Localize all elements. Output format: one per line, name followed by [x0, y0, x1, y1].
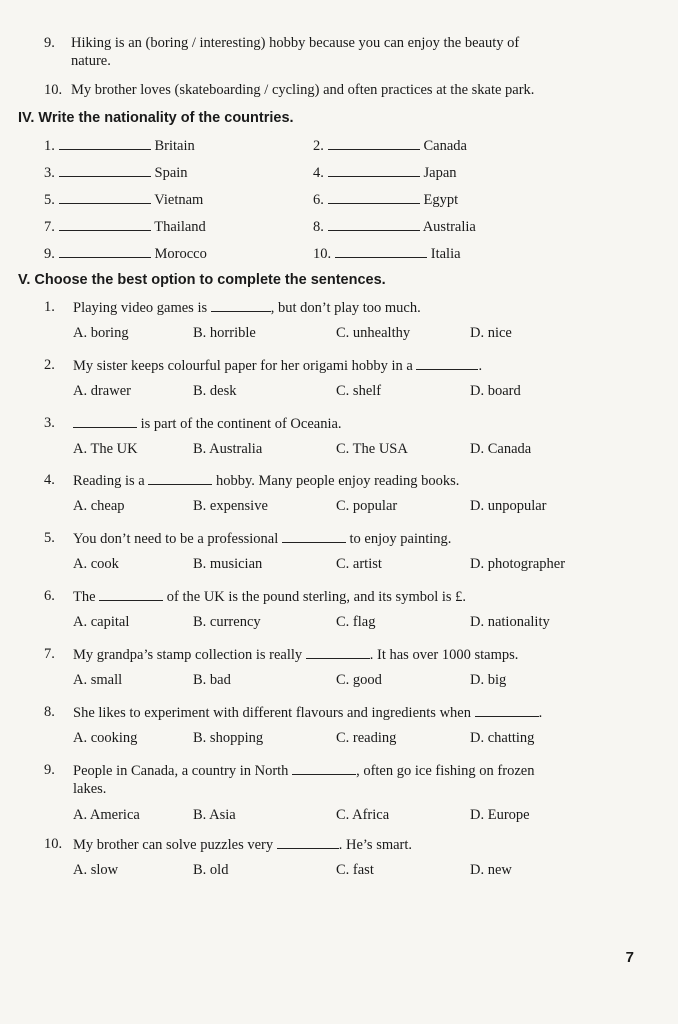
- question-text: [73, 761, 534, 798]
- country-name: Egypt: [423, 192, 459, 208]
- option-d[interactable]: D. nationality: [470, 614, 550, 630]
- option-b[interactable]: B. expensive: [193, 498, 268, 514]
- question-text-before: People in Canada, a country in North: [73, 763, 293, 779]
- question-text-before: Reading is a: [73, 473, 149, 489]
- question-text-before: My brother can solve puzzles very: [73, 837, 277, 853]
- option-c[interactable]: C. unhealthy: [336, 325, 411, 341]
- question-text: [71, 34, 641, 70]
- question-text: [73, 414, 342, 433]
- question-text: [73, 587, 466, 606]
- option-b[interactable]: B. horrible: [193, 325, 256, 341]
- answer-blank[interactable]: [59, 136, 151, 150]
- question-text: My brother loves (skateboarding / cycling) and often practices at the skate park.: [71, 82, 535, 98]
- question-text-before: Playing video games is: [73, 300, 211, 316]
- question-text-after: of the UK is the pound sterling, and its symbol is £.: [163, 589, 467, 605]
- answer-blank[interactable]: [282, 529, 346, 543]
- option-b[interactable]: B. currency: [193, 614, 261, 630]
- question-text-after: is part of the continent of Oceania.: [137, 416, 342, 432]
- nationality-item: [44, 217, 206, 236]
- question-text: [73, 645, 518, 664]
- option-b[interactable]: B. desk: [193, 383, 237, 399]
- nationality-item: [313, 244, 461, 263]
- option-c[interactable]: C. reading: [336, 730, 397, 746]
- option-a[interactable]: A. America: [73, 807, 140, 823]
- nationality-item: [44, 136, 195, 155]
- question-text-line: nature.: [71, 53, 111, 69]
- answer-blank[interactable]: [416, 356, 478, 370]
- question-text-after: hobby. Many people enjoy reading books.: [212, 473, 460, 489]
- question-text-before: You don’t need to be a professional: [73, 531, 282, 547]
- item-number: 3.: [44, 165, 55, 181]
- answer-blank[interactable]: [306, 645, 370, 659]
- question-number: 10.: [44, 82, 63, 98]
- question-number: 8.: [44, 704, 55, 720]
- page-number: 7: [625, 949, 634, 966]
- option-b[interactable]: B. old: [193, 862, 229, 878]
- option-b[interactable]: B. musician: [193, 556, 263, 572]
- option-d[interactable]: D. new: [470, 862, 512, 878]
- answer-blank[interactable]: [328, 190, 420, 204]
- option-c[interactable]: C. good: [336, 672, 382, 688]
- item-number: 5.: [44, 192, 55, 208]
- option-d[interactable]: D. nice: [470, 325, 512, 341]
- option-a[interactable]: A. slow: [73, 862, 119, 878]
- item-number: 2.: [313, 138, 324, 154]
- question-text-after: . It has over 1000 stamps.: [369, 647, 519, 663]
- option-a[interactable]: A. cook: [73, 556, 119, 572]
- answer-blank[interactable]: [277, 835, 339, 849]
- item-number: 4.: [313, 165, 324, 181]
- option-a[interactable]: A. cheap: [73, 498, 125, 514]
- option-c[interactable]: C. popular: [336, 498, 398, 514]
- option-a[interactable]: A. cooking: [73, 730, 138, 746]
- item-number: 10.: [313, 246, 332, 262]
- question-text: [73, 529, 451, 548]
- nationality-item: [44, 244, 207, 263]
- option-d[interactable]: D. Europe: [470, 807, 530, 823]
- question-text: [73, 356, 482, 375]
- country-name: Japan: [423, 165, 457, 181]
- question-number: 1.: [44, 299, 55, 315]
- question-text-line: Hiking is an (boring / interesting) hobby because you can enjoy the beauty of: [71, 35, 520, 51]
- option-b[interactable]: B. Australia: [193, 441, 263, 457]
- item-number: 9.: [44, 246, 55, 262]
- option-b[interactable]: B. bad: [193, 672, 231, 688]
- option-a[interactable]: A. The UK: [73, 441, 138, 457]
- question-text-after: .: [538, 705, 543, 721]
- option-c[interactable]: C. fast: [336, 862, 374, 878]
- question-text-before: The: [73, 589, 100, 605]
- option-d[interactable]: D. board: [470, 383, 521, 399]
- section-heading-iv: IV. Write the nationality of the countries.: [18, 110, 294, 126]
- answer-blank[interactable]: [59, 163, 151, 177]
- option-c[interactable]: C. flag: [336, 614, 376, 630]
- question-text-after: . He’s smart.: [338, 837, 413, 853]
- question-text: [73, 703, 542, 722]
- option-b[interactable]: B. shopping: [193, 730, 264, 746]
- answer-blank[interactable]: [328, 217, 420, 231]
- question-text-after: .: [478, 358, 483, 374]
- question-number: 9.: [44, 762, 55, 778]
- question-text: [73, 471, 459, 490]
- question-text-before: My grandpa’s stamp collection is really: [73, 647, 306, 663]
- option-d[interactable]: D. unpopular: [470, 498, 547, 514]
- question-number: 4.: [44, 472, 55, 488]
- question-number: 7.: [44, 646, 55, 662]
- option-d[interactable]: D. photographer: [470, 556, 566, 572]
- answer-blank[interactable]: [99, 587, 163, 601]
- answer-blank[interactable]: [59, 190, 151, 204]
- option-d[interactable]: D. chatting: [470, 730, 535, 746]
- nationality-item: [313, 217, 476, 236]
- option-d[interactable]: D. big: [470, 672, 507, 688]
- question-number: 10.: [44, 836, 63, 852]
- item-number: 8.: [313, 219, 324, 235]
- option-c[interactable]: C. The USA: [336, 441, 408, 457]
- question-text: [73, 298, 421, 317]
- country-name: Vietnam: [154, 192, 204, 208]
- question-number: 5.: [44, 530, 55, 546]
- country-name: Britain: [154, 138, 195, 154]
- answer-blank[interactable]: [73, 414, 137, 428]
- option-c[interactable]: C. Africa: [336, 807, 390, 823]
- question-text-after: , but don’t play too much.: [270, 300, 421, 316]
- country-name: Italia: [430, 246, 461, 262]
- nationality-item: [313, 163, 457, 182]
- option-c[interactable]: C. artist: [336, 556, 382, 572]
- answer-blank[interactable]: [328, 136, 420, 150]
- section-heading-v: V. Choose the best option to complete the sentences.: [18, 272, 386, 288]
- question-number: 9.: [44, 35, 55, 51]
- country-name: Morocco: [154, 246, 207, 262]
- question-text-line: lakes.: [73, 781, 107, 797]
- item-number: 6.: [313, 192, 324, 208]
- country-name: Canada: [423, 138, 467, 154]
- option-c[interactable]: C. shelf: [336, 383, 382, 399]
- answer-blank[interactable]: [328, 163, 420, 177]
- question-text-after: to enjoy painting.: [345, 531, 452, 547]
- question-text-after: , often go ice fishing on frozen: [356, 763, 535, 779]
- option-b[interactable]: B. Asia: [193, 807, 236, 823]
- nationality-item: [44, 190, 203, 209]
- country-name: Australia: [422, 219, 476, 235]
- nationality-item: [313, 136, 467, 155]
- item-number: 1.: [44, 138, 55, 154]
- option-d[interactable]: D. Canada: [470, 441, 532, 457]
- option-a[interactable]: A. boring: [73, 325, 129, 341]
- option-a[interactable]: A. capital: [73, 614, 130, 630]
- answer-blank[interactable]: [59, 217, 151, 231]
- question-text-before: She likes to experiment with different flavours and ingredients when: [73, 705, 475, 721]
- question-number: 3.: [44, 415, 55, 431]
- country-name: Spain: [154, 165, 188, 181]
- question-text-before: My sister keeps colourful paper for her origami hobby in a: [73, 358, 417, 374]
- question-text: [73, 835, 412, 854]
- answer-blank[interactable]: [211, 298, 271, 312]
- question-number: 6.: [44, 588, 55, 604]
- question-number: 2.: [44, 357, 55, 373]
- answer-blank[interactable]: [292, 761, 356, 775]
- option-a[interactable]: A. small: [73, 672, 123, 688]
- item-number: 7.: [44, 219, 55, 235]
- nationality-item: [44, 163, 188, 182]
- answer-blank[interactable]: [59, 244, 151, 258]
- option-a[interactable]: A. drawer: [73, 383, 131, 399]
- answer-blank[interactable]: [475, 703, 539, 717]
- country-name: Thailand: [154, 219, 206, 235]
- answer-blank[interactable]: [335, 244, 427, 258]
- answer-blank[interactable]: [148, 471, 212, 485]
- nationality-item: [313, 190, 458, 209]
